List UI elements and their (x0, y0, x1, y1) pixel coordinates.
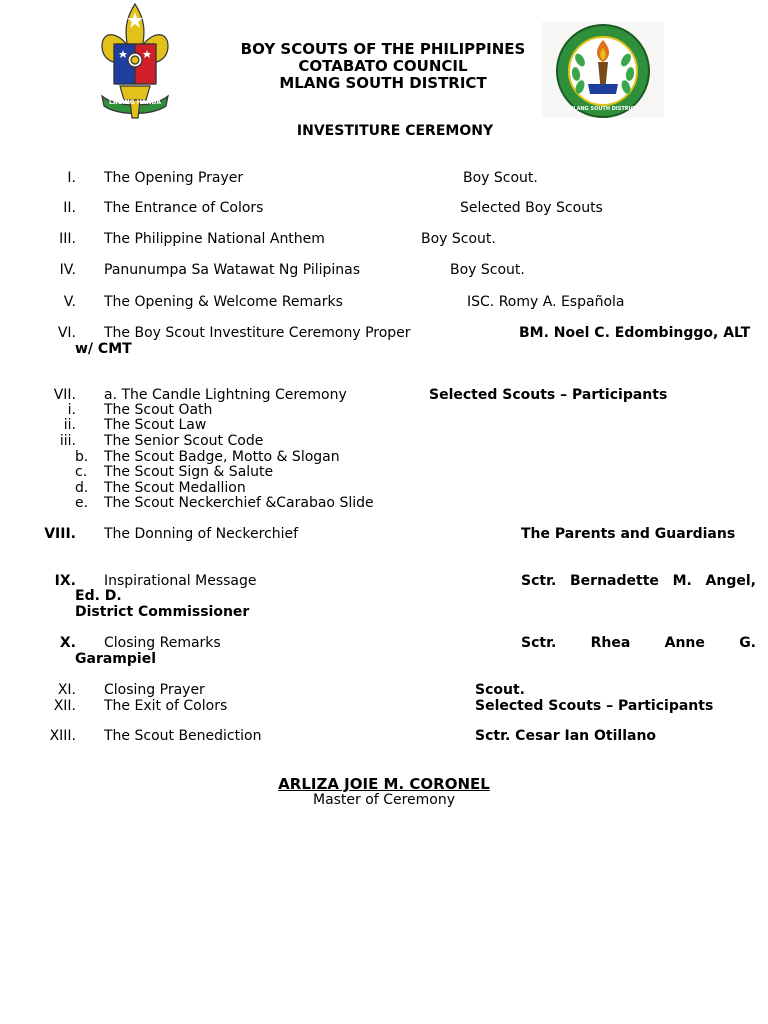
item-activity: The Donning of Neckerchief (104, 526, 299, 542)
item-number: II. (63, 200, 76, 216)
item-number: VI. (57, 325, 76, 341)
sub-item-text: The Scout Neckerchief &Carabao Slide (104, 495, 374, 511)
item-person-continued: Garampiel (75, 651, 156, 667)
item-number: XIII. (49, 728, 76, 744)
sub-item-number: iii. (59, 433, 76, 449)
item-person: Scout. (475, 682, 525, 698)
signatory-name: ARLIZA JOIE M. CORONEL (278, 775, 490, 793)
item-person: Sctr. Rhea Anne G. (521, 635, 756, 651)
sub-item-number: i. (67, 402, 76, 418)
seal-text: MLANG SOUTH DISTRICT (568, 106, 638, 112)
bsp-emblem-logo (96, 0, 174, 124)
item-number: X. (59, 635, 76, 651)
item-number: V. (63, 294, 76, 310)
item-activity: Closing Prayer (104, 682, 205, 698)
sub-item-text: The Scout Medallion (104, 480, 246, 496)
sub-item-letter: b. (75, 449, 89, 465)
item-person-continued: Ed. D. (75, 588, 122, 604)
item-number: XII. (53, 698, 76, 714)
sub-item-text: The Scout Law (104, 417, 207, 433)
item-activity: Panunumpa Sa Watawat Ng Pilipinas (104, 262, 361, 278)
item-person: Sctr. Cesar Ian Otillano (475, 728, 657, 744)
item-person: Selected Scouts – Participants (429, 387, 668, 403)
sub-item-text: The Scout Sign & Salute (104, 464, 274, 480)
council-name: COTABATO COUNCIL (298, 57, 468, 75)
org-name: BOY SCOUTS OF THE PHILIPPINES (240, 40, 526, 58)
sub-item-text: The Scout Oath (104, 402, 213, 418)
item-number: I. (67, 170, 76, 186)
item-activity: The Philippine National Anthem (104, 231, 325, 247)
sub-item-text: The Scout Badge, Motto & Slogan (104, 449, 340, 465)
district-name: MLANG SOUTH DISTRICT (279, 74, 487, 92)
item-activity: Inspirational Message (104, 573, 257, 589)
item-person: BM. Noel C. Edombinggo, ALT (519, 325, 751, 341)
item-number: XI. (57, 682, 76, 698)
item-number: IX. (54, 573, 76, 589)
item-person: ISC. Romy A. Española (467, 294, 625, 310)
emblem-motto: LAGING HANDA (109, 99, 161, 106)
sub-item-letter: e. (75, 495, 89, 511)
item-activity: The Exit of Colors (104, 698, 228, 714)
item-person: The Parents and Guardians (521, 526, 736, 542)
item-person: Selected Boy Scouts (460, 200, 603, 216)
sub-item-letter: d. (75, 480, 89, 496)
item-activity: The Opening Prayer (104, 170, 244, 186)
item-number: VII. (53, 387, 76, 403)
signatory-role: Master of Ceremony (312, 792, 456, 808)
sub-item-number: ii. (63, 417, 76, 433)
item-person-continued: w/ CMT (75, 341, 132, 357)
item-number: VIII. (44, 526, 76, 542)
item-activity: Closing Remarks (104, 635, 221, 651)
item-number: IV. (59, 262, 76, 278)
sub-item-letter: c. (75, 464, 88, 480)
item-activity: The Scout Benediction (104, 728, 262, 744)
item-person: Boy Scout. (421, 231, 496, 247)
sub-item-text: The Senior Scout Code (104, 433, 264, 449)
item-person-title: District Commissioner (75, 604, 250, 620)
item-person: Boy Scout. (450, 262, 525, 278)
item-activity: a. The Candle Lightning Ceremony (104, 387, 347, 403)
item-activity: The Boy Scout Investiture Ceremony Proper (104, 325, 411, 341)
program-title: INVESTITURE CEREMONY (296, 123, 494, 139)
item-activity: The Entrance of Colors (104, 200, 264, 216)
item-person: Sctr. Bernadette M. Angel, (521, 573, 756, 589)
item-person: Boy Scout. (463, 170, 538, 186)
item-person: Selected Scouts – Participants (475, 698, 714, 714)
item-activity: The Opening & Welcome Remarks (104, 294, 343, 310)
item-number: III. (59, 231, 76, 247)
